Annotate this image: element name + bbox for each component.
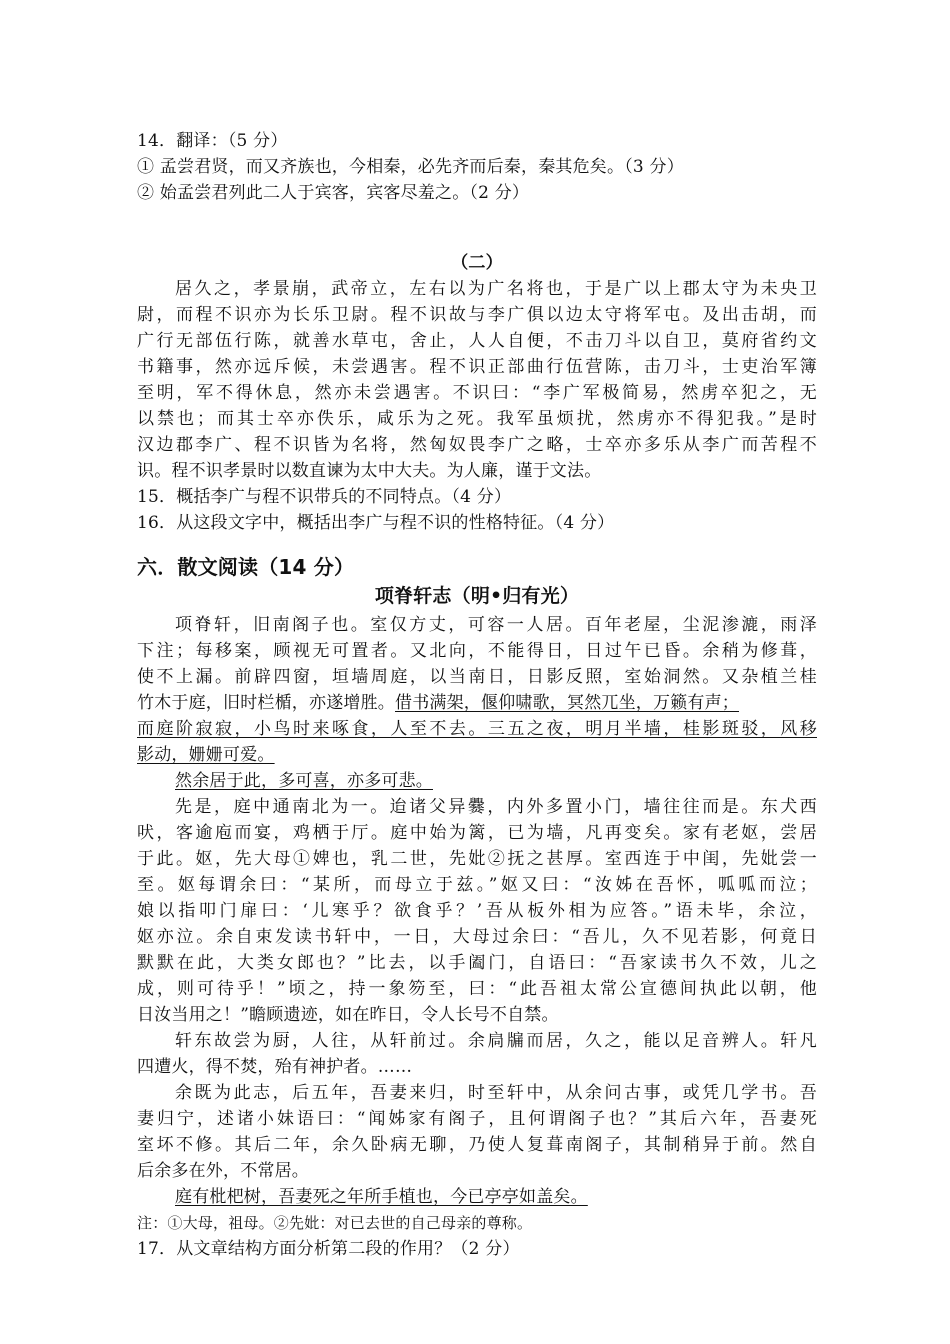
essay-line: 妪亦泣。余自束发读书轩中，一日，大母过余曰：“吾儿，久不见若影，何竟日 [137,927,817,947]
essay-line: 默默在此，大类女郎也？”比去，以手阖门，自语曰：“吾家读书久不效，儿之 [137,953,817,973]
footnote: 注：①大母，祖母。②先妣：对已去世的自己母亲的尊称。 [137,1214,533,1232]
essay-line [137,716,817,742]
underlined-passage: 借书满架，偃仰啸歌，冥然兀坐，万籁有声； [395,693,739,713]
q15: 15．概括李广与程不识带兵的不同特点。（4 分） [137,487,512,507]
q14-item-2: ② 始孟尝君列此二人于宾客，宾客尽羞之。（2 分） [137,183,530,203]
essay-line [175,1184,817,1210]
essay-line: 日汝当用之！”瞻顾遗迹，如在昨日，令人长号不自禁。 [137,1005,559,1025]
essay-line: 室坏不修。其后二年，余久卧病无聊，乃使人复葺南阁子，其制稍异于前。然自 [137,1135,817,1155]
q14-item-1: ① 孟尝君贤，而又齐族也，今相秦，必先齐而后秦，秦其危矣。（3 分） [137,157,684,177]
essay-line: 下注；每移案，顾视无可置者。又北向，不能得日，日过午已昏。余稍为修葺， [137,641,817,661]
q16: 16．从这段文字中，概括出李广与程不识的性格特征。（4 分） [137,513,615,533]
underlined-passage: 影动，姗姗可爱。 [137,745,275,765]
essay-line: 项脊轩，旧南阁子也。室仅方丈，可容一人居。百年老屋，尘泥渗漉，雨泽 [175,615,817,635]
part2-heading: （二） [451,253,503,273]
part2-line: 书籍事，然亦远斥候，未尝遇害。程不识正部曲行伍营陈，击刀斗，士吏治军簿 [137,357,817,377]
part2-line: 尉，而程不识亦为长乐卫尉。程不识故与李广俱以边太守将军屯。及出击胡，而 [137,305,817,325]
essay-title: 项脊轩志（明•归有光） [374,585,580,607]
section6-heading: 六．散文阅读（14 分） [137,555,355,579]
q14-heading: 14．翻译：（5 分） [137,131,288,151]
essay-line [137,742,817,768]
essay-line: 妻归宁，述诸小妹语曰：“闻姊家有阁子，且何谓阁子也？”其后六年，吾妻死 [137,1109,817,1129]
essay-line: 四遭火，得不焚，殆有神护者。…… [137,1057,413,1077]
part2-line: 至明，军不得休息，然亦未尝遇害。不识曰：“李广军极简易，然虏卒犯之，无 [137,383,817,403]
essay-line [137,690,817,716]
q17: 17．从文章结构方面分析第二段的作用？（2 分） [137,1239,520,1259]
essay-line: 先是，庭中通南北为一。迨诸父异爨，内外多置小门，墙往往而是。东犬西 [175,797,817,817]
essay-line: 余既为此志，后五年，吾妻来归，时至轩中，从余问古事，或凭几学书。吾 [175,1083,817,1103]
essay-line: 成，则可待乎！”顷之，持一象笏至，曰：“此吾祖太常公宣德间执此以朝，他 [137,979,817,999]
part2-line: 汉边郡李广、程不识皆为名将，然匈奴畏李广之略，士卒亦多乐从李广而苦程不 [137,435,817,455]
part2-line: 居久之，孝景崩，武帝立，左右以为广名将也，于是广以上郡太守为未央卫 [175,279,817,299]
underlined-passage: 庭有枇杷树，吾妻死之年所手植也，今已亭亭如盖矣。 [175,1187,588,1207]
essay-line: 使不上漏。前辟四窗，垣墙周庭，以当南日，日影反照，室始洞然。又杂植兰桂 [137,667,817,687]
essay-line: 轩东故尝为厨，人往，从轩前过。余扃牖而居，久之，能以足音辨人。轩凡 [175,1031,817,1051]
underlined-passage: 而庭阶寂寂，小鸟时来啄食，人至不去。三五之夜，明月半墙，桂影斑驳，风移 [137,719,817,739]
essay-line: 后余多在外，不常居。 [137,1161,309,1181]
essay-line: 吠，客逾庖而宴，鸡栖于厅。庭中始为篱，已为墙，凡再变矣。家有老妪，尝居 [137,823,817,843]
essay-line [175,768,817,794]
essay-text: 竹木于庭，旧时栏楯，亦遂增胜。 [137,693,395,713]
essay-line: 于此。妪，先大母①婢也，乳二世，先妣②抚之甚厚。室西连于中闺，先妣尝一 [137,849,817,869]
part2-line: 广行无部伍行陈，就善水草屯，舍止，人人自便，不击刀斗以自卫，莫府省约文 [137,331,817,351]
part2-line: 以禁也；而其士卒亦佚乐，咸乐为之死。我军虽烦扰，然虏亦不得犯我。”是时 [137,409,817,429]
essay-line: 至。妪每谓余曰：“某所，而母立于兹。”妪又曰：“汝姊在吾怀，呱呱而泣； [137,875,817,895]
part2-line: 识。程不识孝景时以数直谏为太中大夫。为人廉，谨于文法。 [137,461,602,481]
underlined-passage: 然余居于此，多可喜，亦多可悲。 [175,771,433,791]
essay-line: 娘以指叩门扉曰：‘儿寒乎？欲食乎？’吾从板外相为应答。”语未毕，余泣， [137,901,817,921]
